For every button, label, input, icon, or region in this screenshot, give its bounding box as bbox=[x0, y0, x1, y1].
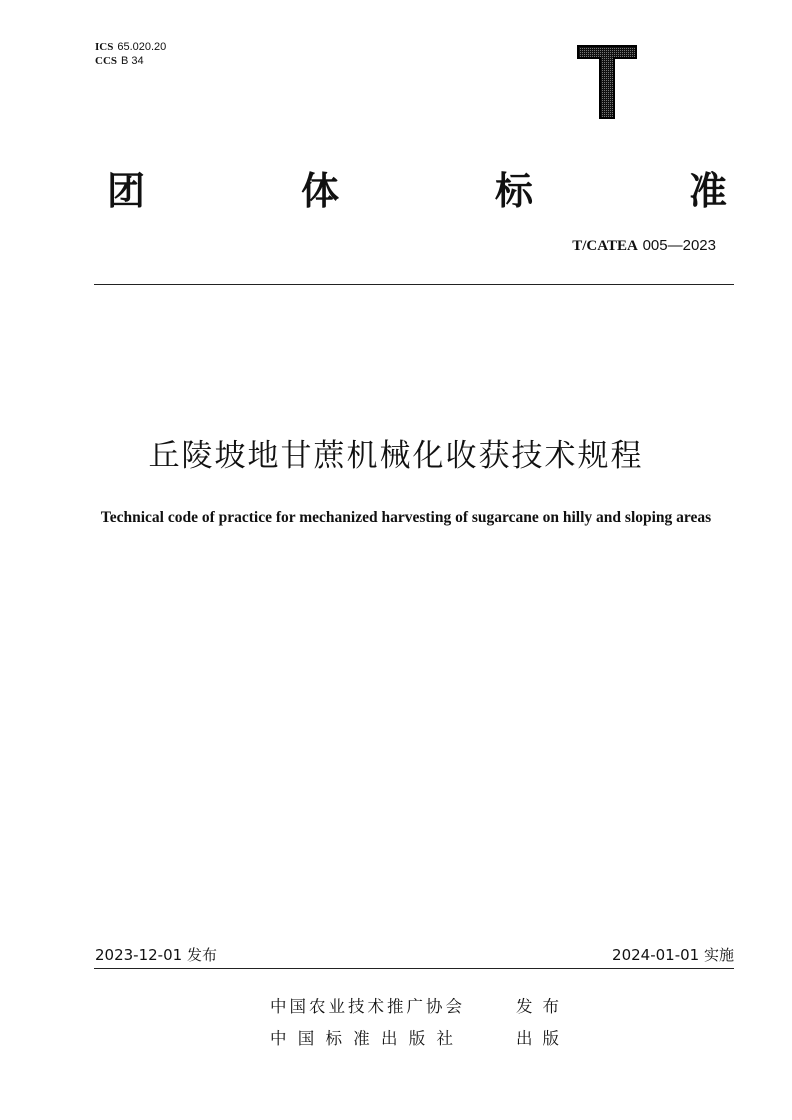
classification-block bbox=[95, 40, 166, 68]
ccs-label: CCS bbox=[95, 55, 118, 67]
standard-code bbox=[572, 236, 716, 255]
ics-label: ICS bbox=[95, 41, 114, 53]
standard-type-char: 体 bbox=[300, 169, 339, 213]
issue-date: 2023-12-01 发布 bbox=[95, 946, 217, 964]
standard-code-prefix: T/CATEA bbox=[572, 238, 638, 254]
standard-type-char: 标 bbox=[494, 169, 533, 213]
standard-type-char: 团 bbox=[107, 169, 146, 213]
ccs-value: B 34 bbox=[121, 55, 144, 67]
standard-type-char: 准 bbox=[688, 169, 727, 213]
publisher-org: 中国农业技术推广协会 bbox=[270, 997, 465, 1016]
ics-value: 65.020.20 bbox=[117, 41, 167, 53]
bottom-divider bbox=[94, 968, 734, 969]
standard-code-number: 005—2023 bbox=[642, 237, 716, 254]
publisher-org: 中 国 标 准 出 版 社 bbox=[270, 1029, 456, 1048]
publisher-row bbox=[270, 993, 569, 1017]
top-divider bbox=[94, 284, 734, 285]
title-english: Technical code of practice for mechanized harvesting of sugarcane on hilly and sloping areas bbox=[100, 509, 712, 526]
ccs-line bbox=[95, 54, 166, 68]
title-chinese: 丘陵坡地甘蔗机械化收获技术规程 bbox=[148, 438, 644, 474]
implementation-date: 2024-01-01 实施 bbox=[612, 946, 734, 964]
standard-type-title bbox=[107, 160, 727, 213]
standard-t-logo bbox=[574, 42, 640, 122]
ics-line bbox=[95, 40, 166, 54]
publisher-role: 出版 bbox=[516, 1029, 569, 1048]
publisher-row bbox=[270, 1025, 569, 1049]
publisher-role: 发布 bbox=[516, 997, 569, 1016]
